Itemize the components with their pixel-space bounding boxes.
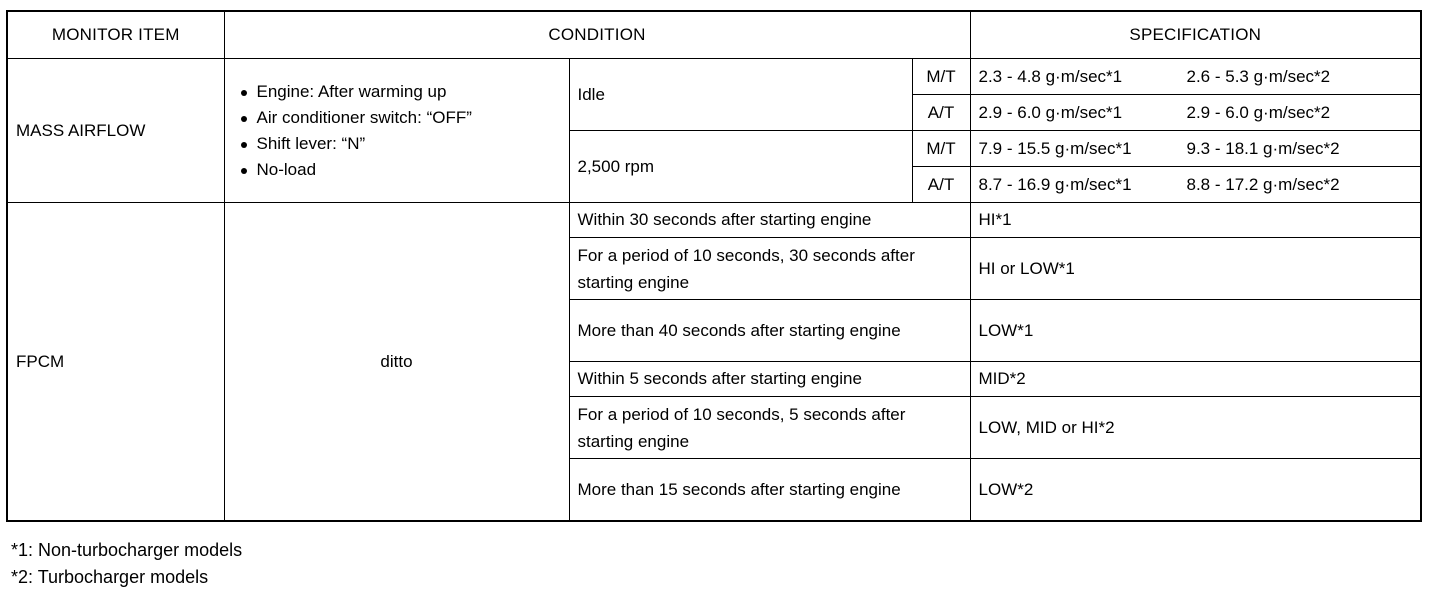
spec-value-1: 8.7 - 16.9 g·m/sec*1	[978, 174, 1132, 194]
spec-value-2: 2.9 - 6.0 g·m/sec*2	[1186, 102, 1331, 122]
spec-value-2: 9.3 - 18.1 g·m/sec*2	[1186, 138, 1340, 158]
table-row	[7, 203, 1421, 238]
list-item: Air conditioner switch: “OFF”	[239, 105, 561, 131]
list-item: Shift lever: “N”	[239, 131, 561, 157]
fpcm-condition-cell: Within 30 seconds after starting engine	[569, 203, 970, 238]
spec-value-2: 8.8 - 17.2 g·m/sec*2	[1186, 174, 1340, 194]
footnote-1: *1: Non-turbocharger models	[11, 540, 243, 560]
rpm2500-at-spec	[970, 167, 1421, 203]
list-item: No-load	[239, 157, 561, 183]
table-row	[7, 59, 1421, 95]
fpcm-condition-cell: More than 15 seconds after starting engine	[569, 459, 970, 521]
idle-mt-spec	[970, 59, 1421, 95]
fpcm-condition-cell: For a period of 10 seconds, 5 seconds after starting engine	[569, 397, 970, 459]
fpcm-condition-cell: Within 5 seconds after starting engine	[569, 362, 970, 397]
idle-mt-label: M/T	[912, 59, 970, 95]
condition-list	[233, 79, 561, 183]
fpcm-spec-cell: HI or LOW*1	[970, 238, 1421, 300]
fpcm-spec-cell: HI*1	[970, 203, 1421, 238]
spec-value-1: 2.9 - 6.0 g·m/sec*1	[978, 102, 1123, 122]
spec-value-2: 2.6 - 5.3 g·m/sec*2	[1186, 66, 1331, 86]
spec-value-1: 7.9 - 15.5 g·m/sec*1	[978, 138, 1132, 158]
mass-airflow-conditions	[224, 59, 569, 203]
rpm2500-mt-spec	[970, 131, 1421, 167]
rpm2500-mt-label: M/T	[912, 131, 970, 167]
fpcm-condition-cell: More than 40 seconds after starting engine	[569, 300, 970, 362]
fpcm-condition: ditto	[224, 203, 569, 521]
rpm2500-at-label: A/T	[912, 167, 970, 203]
header-row	[7, 11, 1421, 59]
idle-at-spec	[970, 95, 1421, 131]
monitor-spec-table	[6, 10, 1422, 522]
list-item: Engine: After warming up	[239, 79, 561, 105]
header-condition: CONDITION	[224, 11, 970, 59]
mass-airflow-item: MASS AIRFLOW	[7, 59, 224, 203]
fpcm-spec-cell: MID*2	[970, 362, 1421, 397]
fpcm-spec-cell: LOW*2	[970, 459, 1421, 521]
fpcm-spec-cell: LOW*1	[970, 300, 1421, 362]
header-specification: SPECIFICATION	[970, 11, 1421, 59]
header-monitor-item: MONITOR ITEM	[7, 11, 224, 59]
spec-value-1: 2.3 - 4.8 g·m/sec*1	[978, 66, 1123, 86]
idle-label: Idle	[569, 59, 912, 131]
fpcm-spec-cell: LOW, MID or HI*2	[970, 397, 1421, 459]
idle-at-label: A/T	[912, 95, 970, 131]
footnotes	[11, 537, 242, 591]
fpcm-item: FPCM	[7, 203, 224, 521]
fpcm-condition-cell: For a period of 10 seconds, 30 seconds after starting engine	[569, 238, 970, 300]
rpm2500-label: 2,500 rpm	[569, 131, 912, 203]
footnote-2: *2: Turbocharger models	[11, 567, 209, 587]
